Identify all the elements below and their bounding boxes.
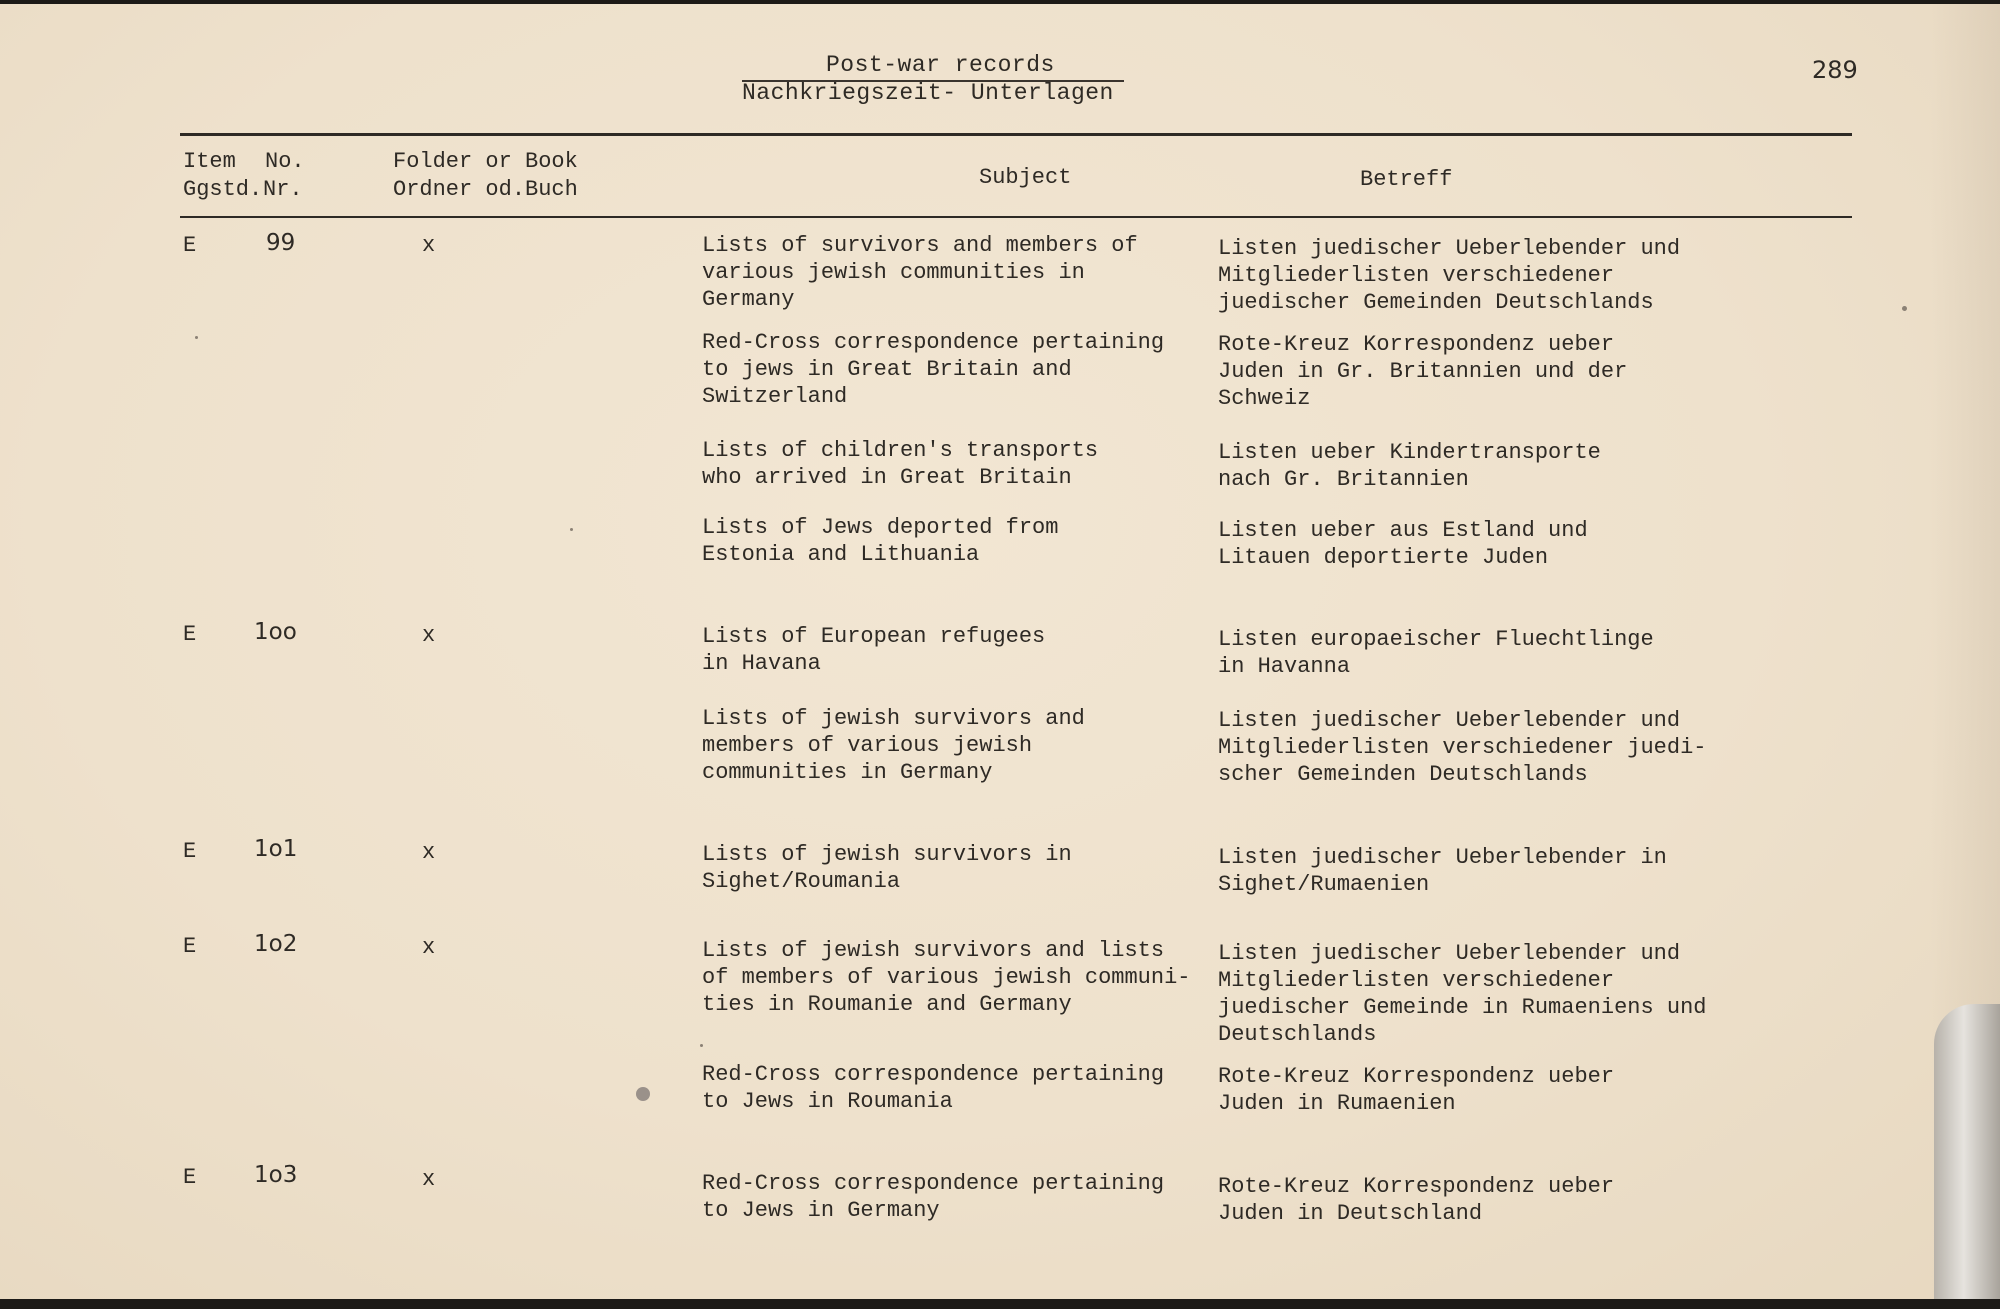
- row-100-item: E: [183, 622, 197, 647]
- row-103-item: E: [183, 1165, 197, 1190]
- paper-speck: [700, 1044, 703, 1047]
- row-100-subject-2: Lists of jewish survivors and members of various jewish communities in Germany: [702, 706, 1085, 785]
- row-99-subject-1: Lists of survivors and members of various jewish communities in Germany: [702, 233, 1138, 312]
- paper-speck: [570, 528, 573, 531]
- row-102-folder-mark: x: [422, 935, 436, 960]
- header-bottom-rule: [180, 216, 1852, 218]
- page-number: 289: [1812, 56, 1858, 84]
- row-99-betreff-1: Listen juedischer Ueberlebender und Mitgliederlisten verschiedener juedischer Gemeinden Deutschlands: [1218, 236, 1681, 315]
- row-102-subject-1: Lists of jewish survivors and lists of members of various jewish communi- ties in Roumanie and Germany: [702, 938, 1191, 1017]
- row-102-item: E: [183, 934, 197, 959]
- row-100-betreff-1: Listen europaeischer Fluechtlinge in Havanna: [1218, 627, 1654, 679]
- row-100-folder-mark: x: [422, 623, 436, 648]
- column-header-folder-en: Folder or Book: [393, 149, 578, 174]
- paper-speck: [636, 1087, 650, 1101]
- column-header-subject: Subject: [979, 165, 1072, 190]
- row-101-folder-mark: x: [422, 840, 436, 865]
- column-header-folder-de: Ordner od.Buch: [393, 177, 578, 202]
- row-99-betreff-4: Listen ueber aus Estland und Litauen deportierte Juden: [1218, 518, 1588, 570]
- row-103-subject-1: Red-Cross correspondence pertaining to Jews in Germany: [702, 1171, 1165, 1223]
- row-101-betreff-1: Listen juedischer Ueberlebender in Sighet/Rumaenien: [1218, 845, 1667, 897]
- paper-speck: [195, 336, 198, 339]
- column-header-no: No.: [265, 149, 305, 174]
- column-header-nr: Nr.: [263, 177, 303, 202]
- paper-speck: [1902, 306, 1907, 311]
- binder-clip: [1934, 1004, 2000, 1299]
- title-german: Nachkriegszeit- Unterlagen: [742, 80, 1114, 106]
- column-header-betreff: Betreff: [1360, 167, 1453, 192]
- row-103-betreff-1: Rote-Kreuz Korrespondenz ueber Juden in Deutschland: [1218, 1174, 1615, 1226]
- row-100-number: 1oo: [254, 619, 297, 645]
- row-100-betreff-2: Listen juedischer Ueberlebender und Mitgliederlisten verschiedener juedi- scher Gemeinden Deutschlands: [1218, 708, 1707, 787]
- row-99-number: 99: [266, 230, 296, 256]
- document-page: [0, 4, 2000, 1299]
- row-99-betreff-2: Rote-Kreuz Korrespondenz ueber Juden in Gr. Britannien und der Schweiz: [1218, 332, 1628, 411]
- row-99-item: E: [183, 233, 197, 258]
- column-header-ggstd: Ggstd.: [183, 177, 263, 202]
- row-102-betreff-2: Rote-Kreuz Korrespondenz ueber Juden in Rumaenien: [1218, 1064, 1615, 1116]
- row-99-subject-3: Lists of children's transports who arrived in Great Britain: [702, 438, 1099, 490]
- row-101-item: E: [183, 839, 197, 864]
- row-99-betreff-3: Listen ueber Kindertransporte nach Gr. Britannien: [1218, 440, 1601, 492]
- row-102-betreff-1: Listen juedischer Ueberlebender und Mitgliederlisten verschiedener juedischer Gemeinde in Rumaeniens und Deutschlands: [1218, 941, 1707, 1047]
- row-103-folder-mark: x: [422, 1167, 436, 1192]
- row-101-subject-1: Lists of jewish survivors in Sighet/Roumania: [702, 842, 1072, 894]
- row-101-number: 1o1: [254, 836, 298, 862]
- row-103-number: 1o3: [254, 1162, 298, 1188]
- row-102-number: 1o2: [254, 931, 298, 957]
- row-100-subject-1: Lists of European refugees in Havana: [702, 624, 1046, 676]
- row-99-subject-4: Lists of Jews deported from Estonia and Lithuania: [702, 515, 1059, 567]
- column-header-item: Item: [183, 149, 236, 174]
- title-english: Post-war records: [826, 52, 1055, 78]
- row-102-subject-2: Red-Cross correspondence pertaining to Jews in Roumania: [702, 1062, 1165, 1114]
- row-99-subject-2: Red-Cross correspondence pertaining to jews in Great Britain and Switzerland: [702, 330, 1165, 409]
- table-top-rule: [180, 133, 1852, 136]
- row-99-folder-mark: x: [422, 233, 436, 258]
